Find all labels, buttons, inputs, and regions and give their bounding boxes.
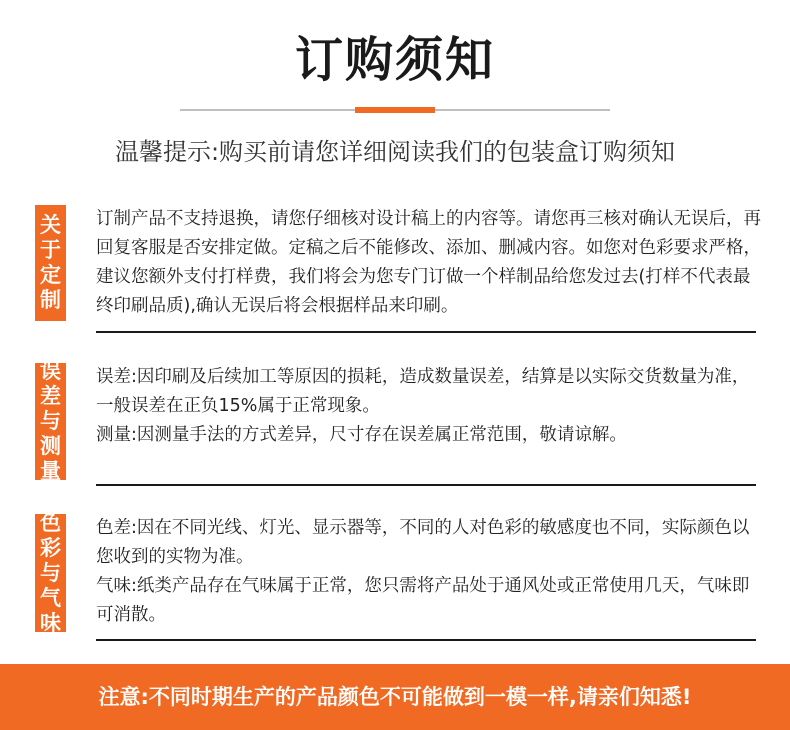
section-paragraph: 误差:因印刷及后续加工等原因的损耗，造成数量误差，结算是以实际交货数量为准，一般误差在正负15%属于正常现象。: [96, 367, 750, 416]
section-color-odor: [35, 510, 755, 644]
section-tag-label: 误差与测量: [40, 359, 61, 483]
section-error-measurement: [35, 359, 755, 488]
title-accent-bar: [355, 107, 435, 113]
section-tag: [35, 510, 66, 635]
section-content: [96, 363, 761, 450]
section-content: [96, 205, 761, 321]
section-content: [96, 514, 761, 630]
section-tag-label: 色彩与气味: [40, 510, 61, 635]
section-paragraph: 气味:纸类产品存在气味属于正常，您只需将产品处于通风处或正常使用几天，气味即可消散。: [96, 576, 750, 625]
section-divider: [96, 484, 756, 486]
section-tag: [35, 205, 66, 321]
section-paragraph: 测量:因测量手法的方式差异，尺寸存在误差属正常范围，敬请谅解。: [96, 425, 627, 445]
section-paragraph: 订制产品不支持退换，请您仔细核对设计稿上的内容等。请您再三核对确认无误后，再回复客服是否安排定做。定稿之后不能修改、添加、删减内容。如您对色彩要求严格，建议您额外支付打样费，我们将会为您专门订做一个样制品给您发过去(打样不代表最终印刷品质),确认无误后将会根据样品来印刷。: [96, 209, 761, 316]
page-subtitle: 温馨提示:购买前请您详细阅读我们的包装盒订购须知: [114, 138, 676, 166]
section-divider: [96, 331, 756, 333]
section-tag: [35, 359, 66, 483]
footer-notice-banner: 注意:不同时期生产的产品颜色不可能做到一模一样,请亲们知悉!: [0, 664, 790, 730]
page-title: 订购须知: [294, 32, 495, 88]
section-customization: [35, 205, 761, 335]
section-tag-label: 关于定制: [40, 213, 61, 312]
section-divider: [96, 639, 756, 641]
section-paragraph: 色差:因在不同光线、灯光、显示器等，不同的人对色彩的敏感度也不同，实际颜色以您收到的实物为准。: [96, 518, 750, 567]
